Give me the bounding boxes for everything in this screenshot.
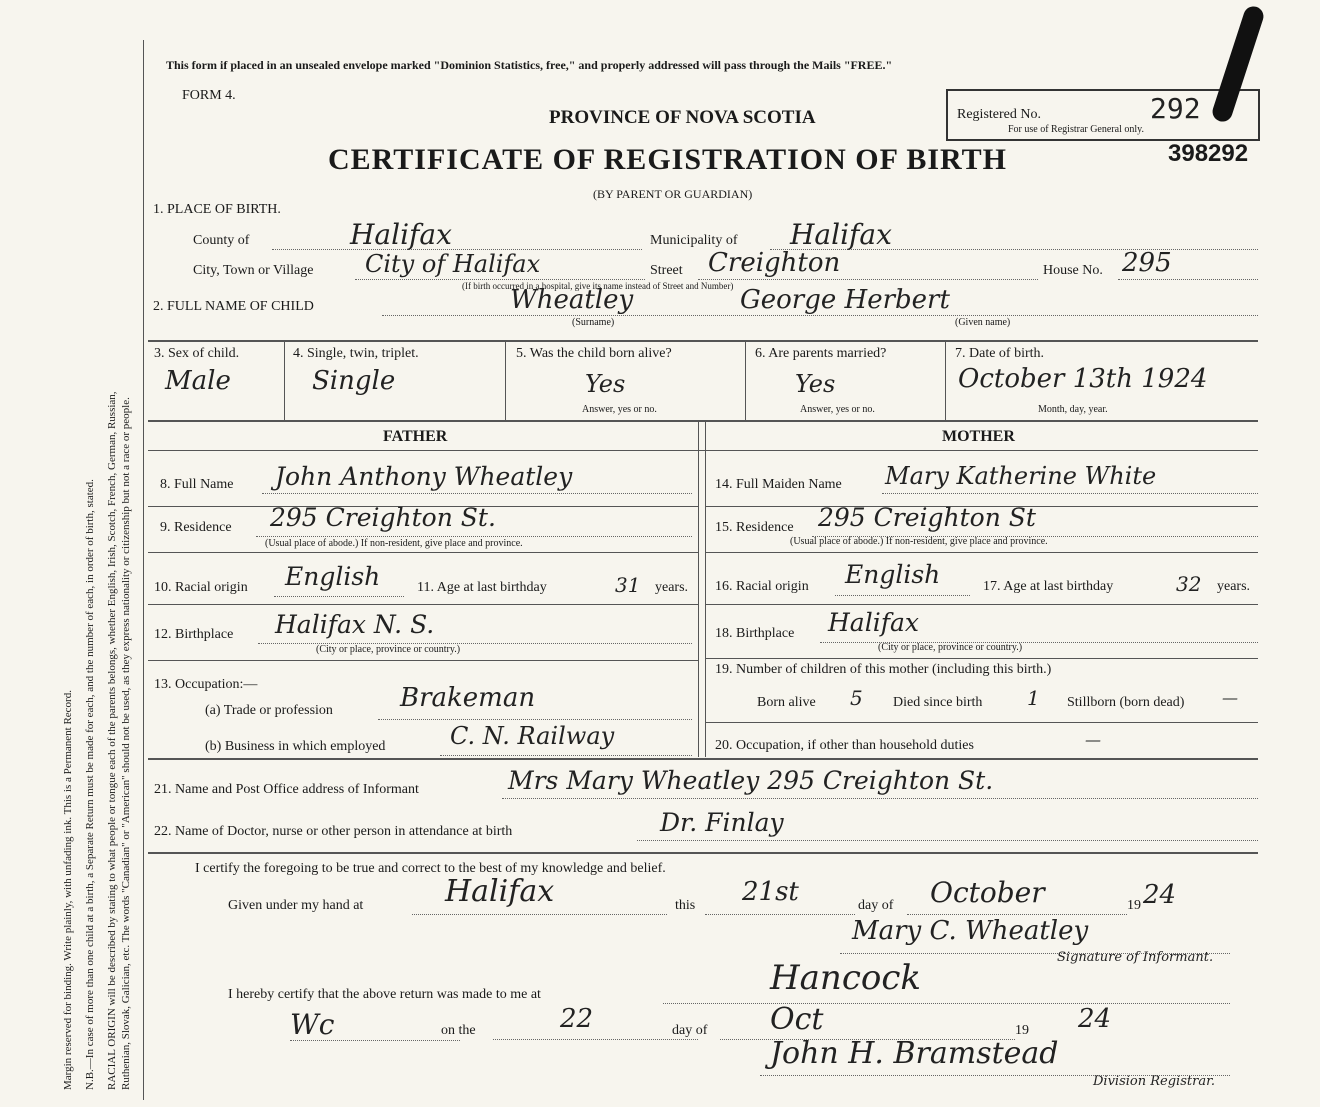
father-occupation-label: 13. Occupation:— xyxy=(154,677,258,692)
mother-occupation-label: 20. Occupation, if other than household duties xyxy=(715,738,974,753)
dob-note: Month, day, year. xyxy=(1038,404,1108,415)
county-label: County of xyxy=(193,233,250,248)
form-left-border xyxy=(143,40,144,1100)
alive-value: Yes xyxy=(585,370,626,398)
margin-note-racial-origin: RACIAL ORIGIN will be described by stating to what people or tongue each of the parents belongs, whether English, Irish, Scotch, French, German, Russian, xyxy=(106,391,118,1090)
father-birthplace-note: (City or place, province or country.) xyxy=(316,644,461,655)
father-heading: FATHER xyxy=(383,428,448,445)
father-racial-label: 10. Racial origin xyxy=(154,580,248,595)
single-value: Single xyxy=(312,366,396,396)
father-business-label: (b) Business in which employed xyxy=(205,739,386,754)
mother-age-label: 17. Age at last birthday xyxy=(983,579,1114,594)
this-label: this xyxy=(675,898,696,913)
day-of-label: day of xyxy=(858,898,894,913)
registrar-signature: John H. Bramstead xyxy=(770,1036,1059,1071)
father-abode-note: (Usual place of abode.) If non-resident, give place and province. xyxy=(265,538,523,549)
registrar-place-value: Hancock xyxy=(770,958,921,998)
certify-statement: I certify the foregoing to be true and correct to the best of my knowledge and belief. xyxy=(195,861,666,876)
child-surname: Wheatley xyxy=(510,285,634,315)
registrar-signature-label: Division Registrar. xyxy=(1093,1074,1215,1089)
informant-signature-label: Signature of Informant. xyxy=(1057,950,1214,965)
father-age-value: 31 xyxy=(615,573,641,597)
father-birthplace-value: Halifax N. S. xyxy=(275,610,435,639)
given-name-note: (Given name) xyxy=(955,317,1011,328)
margin-note-multiple-births: N.B.—In case of more than one child at a birth, a Separate Return must be made for each, and the number of each, in order of birth, stated. xyxy=(84,479,96,1090)
county-value: Halifax xyxy=(350,218,452,251)
mother-racial-value: English xyxy=(845,560,941,589)
mother-children-label: 19. Number of children of this mother (including this birth.) xyxy=(715,662,1052,677)
father-name-label: 8. Full Name xyxy=(160,477,234,492)
margin-note-racial-origin-2: Ruthenian, Slovak, Galician, etc. The words "Canadian" or "American" should not be used, as they express nationality or citizenship but not a race or people. xyxy=(120,397,132,1090)
margin-note-binding: Margin reserved for binding. Write plainly, with unfading ink. This is a Permanent Record. xyxy=(62,690,74,1090)
stamp-number: 398292 xyxy=(1168,140,1249,167)
father-racial-value: English xyxy=(285,562,381,591)
registered-value: 292 xyxy=(1150,92,1201,125)
dob-label: 7. Date of birth. xyxy=(955,346,1045,361)
mother-residence-value: 295 Creighton St xyxy=(818,503,1036,532)
father-birthplace-label: 12. Birthplace xyxy=(154,627,234,642)
certificate-subtitle: (BY PARENT OR GUARDIAN) xyxy=(593,187,753,201)
father-trade-label: (a) Trade or profession xyxy=(205,703,333,718)
registrar-ward-value: Wc xyxy=(290,1008,335,1041)
sex-value: Male xyxy=(165,366,231,396)
stillborn-label: Stillborn (born dead) xyxy=(1067,695,1185,710)
province-heading: PROVINCE OF NOVA SCOTIA xyxy=(549,107,816,128)
hospital-note: (If birth occurred in a hospital, give its name instead of Street and Number) xyxy=(462,281,734,291)
child-given-name: George Herbert xyxy=(740,285,950,315)
mother-abode-note: (Usual place of abode.) If non-resident, give place and province. xyxy=(790,536,1048,547)
informant-value: Mrs Mary Wheatley 295 Creighton St. xyxy=(508,766,994,795)
died-value: 1 xyxy=(1027,686,1040,710)
father-residence-value: 295 Creighton St. xyxy=(270,503,496,532)
street-label: Street xyxy=(650,263,683,278)
father-age-label: 11. Age at last birthday xyxy=(417,580,547,595)
mother-residence-label: 15. Residence xyxy=(715,520,794,535)
mother-name-value: Mary Katherine White xyxy=(885,462,1157,490)
child-name-label: 2. FULL NAME OF CHILD xyxy=(153,299,314,314)
month-value: October xyxy=(930,876,1045,909)
form-number: FORM 4. xyxy=(182,88,236,103)
registrar-day-value: 22 xyxy=(560,1004,594,1034)
given-place-value: Halifax xyxy=(445,874,555,909)
house-value: 295 xyxy=(1122,248,1172,278)
mother-heading: MOTHER xyxy=(942,428,1015,445)
year-value: 24 xyxy=(1143,880,1177,910)
informant-label: 21. Name and Post Office address of Informant xyxy=(154,782,419,797)
municipality-label: Municipality of xyxy=(650,233,738,248)
dob-value: October 13th 1924 xyxy=(958,364,1208,394)
registrar-day-of-label: day of xyxy=(672,1023,708,1038)
registered-label: Registered No. xyxy=(957,107,1041,122)
day-value: 21st xyxy=(742,877,799,907)
place-of-birth-heading: 1. PLACE OF BIRTH. xyxy=(153,202,281,217)
registrar-year-value: 24 xyxy=(1078,1004,1112,1034)
registrar-on-label: on the xyxy=(441,1023,476,1038)
city-label: City, Town or Village xyxy=(193,263,314,278)
married-label: 6. Are parents married? xyxy=(755,346,887,361)
city-value: City of Halifax xyxy=(365,250,541,278)
born-alive-value: 5 xyxy=(850,686,863,710)
father-business-value: C. N. Railway xyxy=(450,722,615,750)
year-prefix: 19 xyxy=(1127,898,1141,913)
mother-age-value: 32 xyxy=(1176,572,1202,596)
sex-label: 3. Sex of child. xyxy=(154,346,240,361)
municipality-value: Halifax xyxy=(790,218,892,251)
doctor-label: 22. Name of Doctor, nurse or other person in attendance at birth xyxy=(154,824,513,839)
mother-racial-label: 16. Racial origin xyxy=(715,579,809,594)
street-value: Creighton xyxy=(708,248,841,278)
father-trade-value: Brakeman xyxy=(400,683,536,713)
single-label: 4. Single, twin, triplet. xyxy=(293,346,419,361)
alive-label: 5. Was the child born alive? xyxy=(516,346,672,361)
mother-birthplace-note: (City or place, province or country.) xyxy=(878,642,1023,653)
father-residence-label: 9. Residence xyxy=(160,520,232,535)
given-label: Given under my hand at xyxy=(228,898,364,913)
house-label: House No. xyxy=(1043,263,1103,278)
registrar-year-prefix: 19 xyxy=(1015,1023,1029,1038)
informant-signature: Mary C. Wheatley xyxy=(852,916,1089,946)
stillborn-value: — xyxy=(1222,688,1238,707)
registrar-month-value: Oct xyxy=(770,1002,824,1037)
died-label: Died since birth xyxy=(893,695,983,710)
registrar-statement: I hereby certify that the above return was made to me at xyxy=(228,987,541,1002)
registrar-note: For use of Registrar General only. xyxy=(1008,124,1144,135)
father-years: years. xyxy=(655,580,689,595)
father-name-value: John Anthony Wheatley xyxy=(275,462,573,491)
mother-name-label: 14. Full Maiden Name xyxy=(715,477,842,492)
mail-notice: This form if placed in an unsealed envelope marked "Dominion Statistics, free," and properly addressed will pass through the Mails "FREE." xyxy=(166,58,893,72)
mother-occupation-value: — xyxy=(1085,730,1101,749)
mother-birthplace-label: 18. Birthplace xyxy=(715,626,795,641)
married-value: Yes xyxy=(795,370,836,398)
surname-note: (Surname) xyxy=(572,317,615,328)
mother-years: years. xyxy=(1217,579,1251,594)
born-alive-label: Born alive xyxy=(757,695,816,710)
certificate-title: CERTIFICATE OF REGISTRATION OF BIRTH xyxy=(328,143,1007,176)
alive-answer-note: Answer, yes or no. xyxy=(582,404,657,415)
married-answer-note: Answer, yes or no. xyxy=(800,404,875,415)
mother-birthplace-value: Halifax xyxy=(828,608,919,637)
doctor-value: Dr. Finlay xyxy=(660,808,784,837)
